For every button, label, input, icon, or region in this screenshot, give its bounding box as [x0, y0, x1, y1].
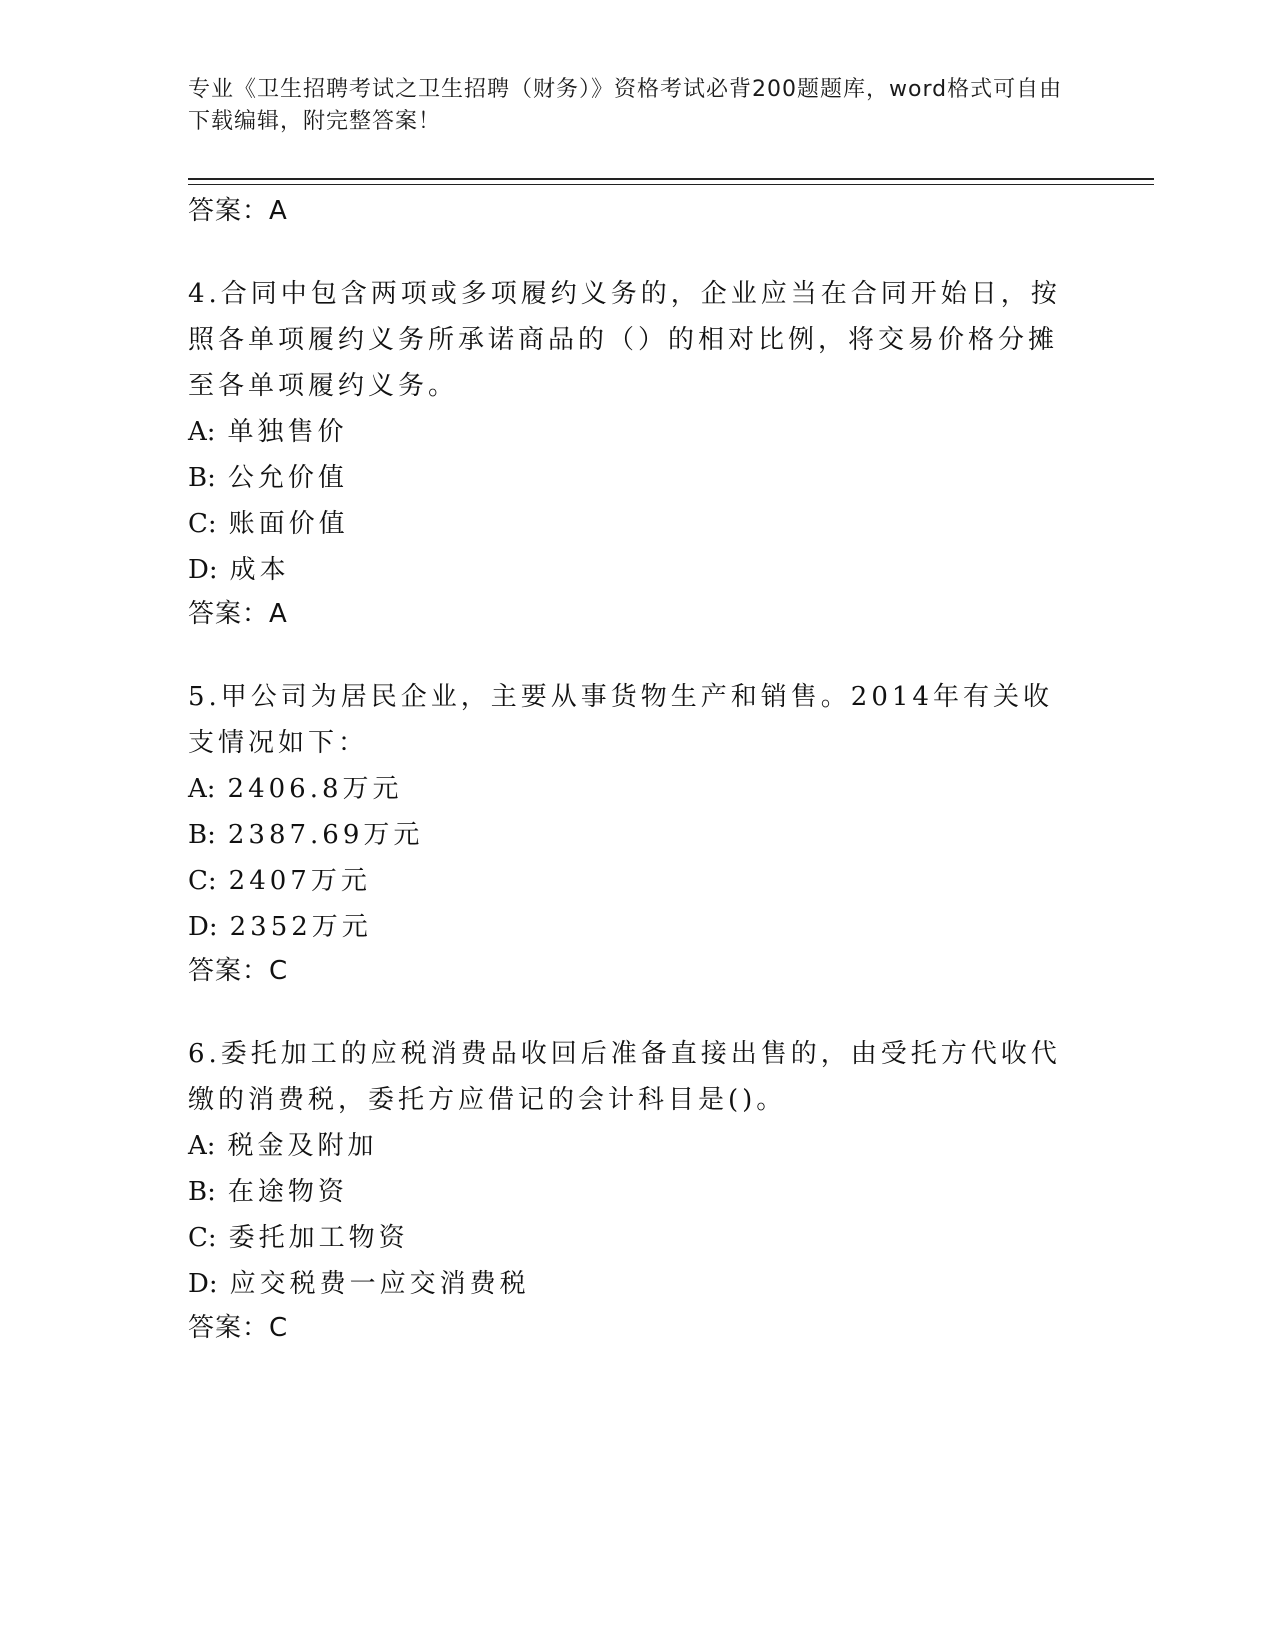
answer: 答案：C [188, 1313, 289, 1343]
header-divider-thick [188, 178, 1154, 180]
option-label: B: [188, 820, 216, 850]
header-text: 专业《卫生招聘考试之卫生招聘（财务）》资格考试必背200题题库，word格式可自由下载编辑，附完整答案！ [188, 77, 1063, 134]
question-stem: 6.委托加工的应税消费品收回后准备直接出售的，由受托方代收代缴的消费税，委托方应借记的会计科目是()。 [188, 1039, 1061, 1115]
option-b [188, 455, 1088, 501]
question-stem: 4.合同中包含两项或多项履约义务的，企业应当在合同开始日，按照各单项履约义务所承诺商品的（）的相对比例，将交易价格分摊至各单项履约义务。 [188, 279, 1061, 401]
option-text: 在途物资 [227, 1177, 348, 1207]
question-stem: 5.甲公司为居民企业，主要从事货物生产和销售。2014年有关收支情况如下： [188, 682, 1053, 758]
answer: 答案：C [188, 956, 289, 986]
page-header [188, 74, 1068, 138]
option-text: 单独售价 [227, 417, 348, 447]
option-label: C: [188, 1223, 217, 1253]
document-body [188, 190, 1088, 1349]
option-text: 税金及附加 [227, 1131, 378, 1161]
option-label: C: [188, 866, 217, 896]
header-divider-thin [188, 184, 1154, 185]
option-label: D: [188, 1269, 218, 1299]
option-text: 委托加工物资 [228, 1223, 409, 1253]
option-label: A: [188, 417, 216, 447]
answer: 答案：A [188, 599, 288, 629]
option-label: A: [188, 1131, 216, 1161]
option-d [188, 547, 1088, 593]
option-b [188, 1169, 1088, 1215]
option-label: B: [188, 1177, 216, 1207]
option-label: D: [188, 912, 218, 942]
question-6 [188, 1031, 1088, 1349]
option-text: 2387.69万元 [227, 820, 424, 850]
option-text: 2406.8万元 [227, 774, 403, 804]
option-a [188, 766, 1088, 812]
question-4 [188, 271, 1088, 635]
option-c [188, 858, 1088, 904]
question-5 [188, 674, 1088, 992]
option-c [188, 1215, 1088, 1261]
option-text: 公允价值 [227, 463, 348, 493]
option-c [188, 501, 1088, 547]
option-label: B: [188, 463, 216, 493]
option-text: 账面价值 [228, 509, 349, 539]
option-text: 应交税费一应交消费税 [229, 1269, 530, 1299]
option-text: 2407万元 [228, 866, 371, 896]
option-a [188, 409, 1088, 455]
option-label: C: [188, 509, 217, 539]
option-text: 2352万元 [229, 912, 372, 942]
previous-answer: 答案：A [188, 196, 288, 226]
option-d [188, 1261, 1088, 1307]
option-text: 成本 [229, 555, 290, 585]
option-b [188, 812, 1088, 858]
option-label: D: [188, 555, 218, 585]
option-label: A: [188, 774, 216, 804]
option-a [188, 1123, 1088, 1169]
option-d [188, 904, 1088, 950]
